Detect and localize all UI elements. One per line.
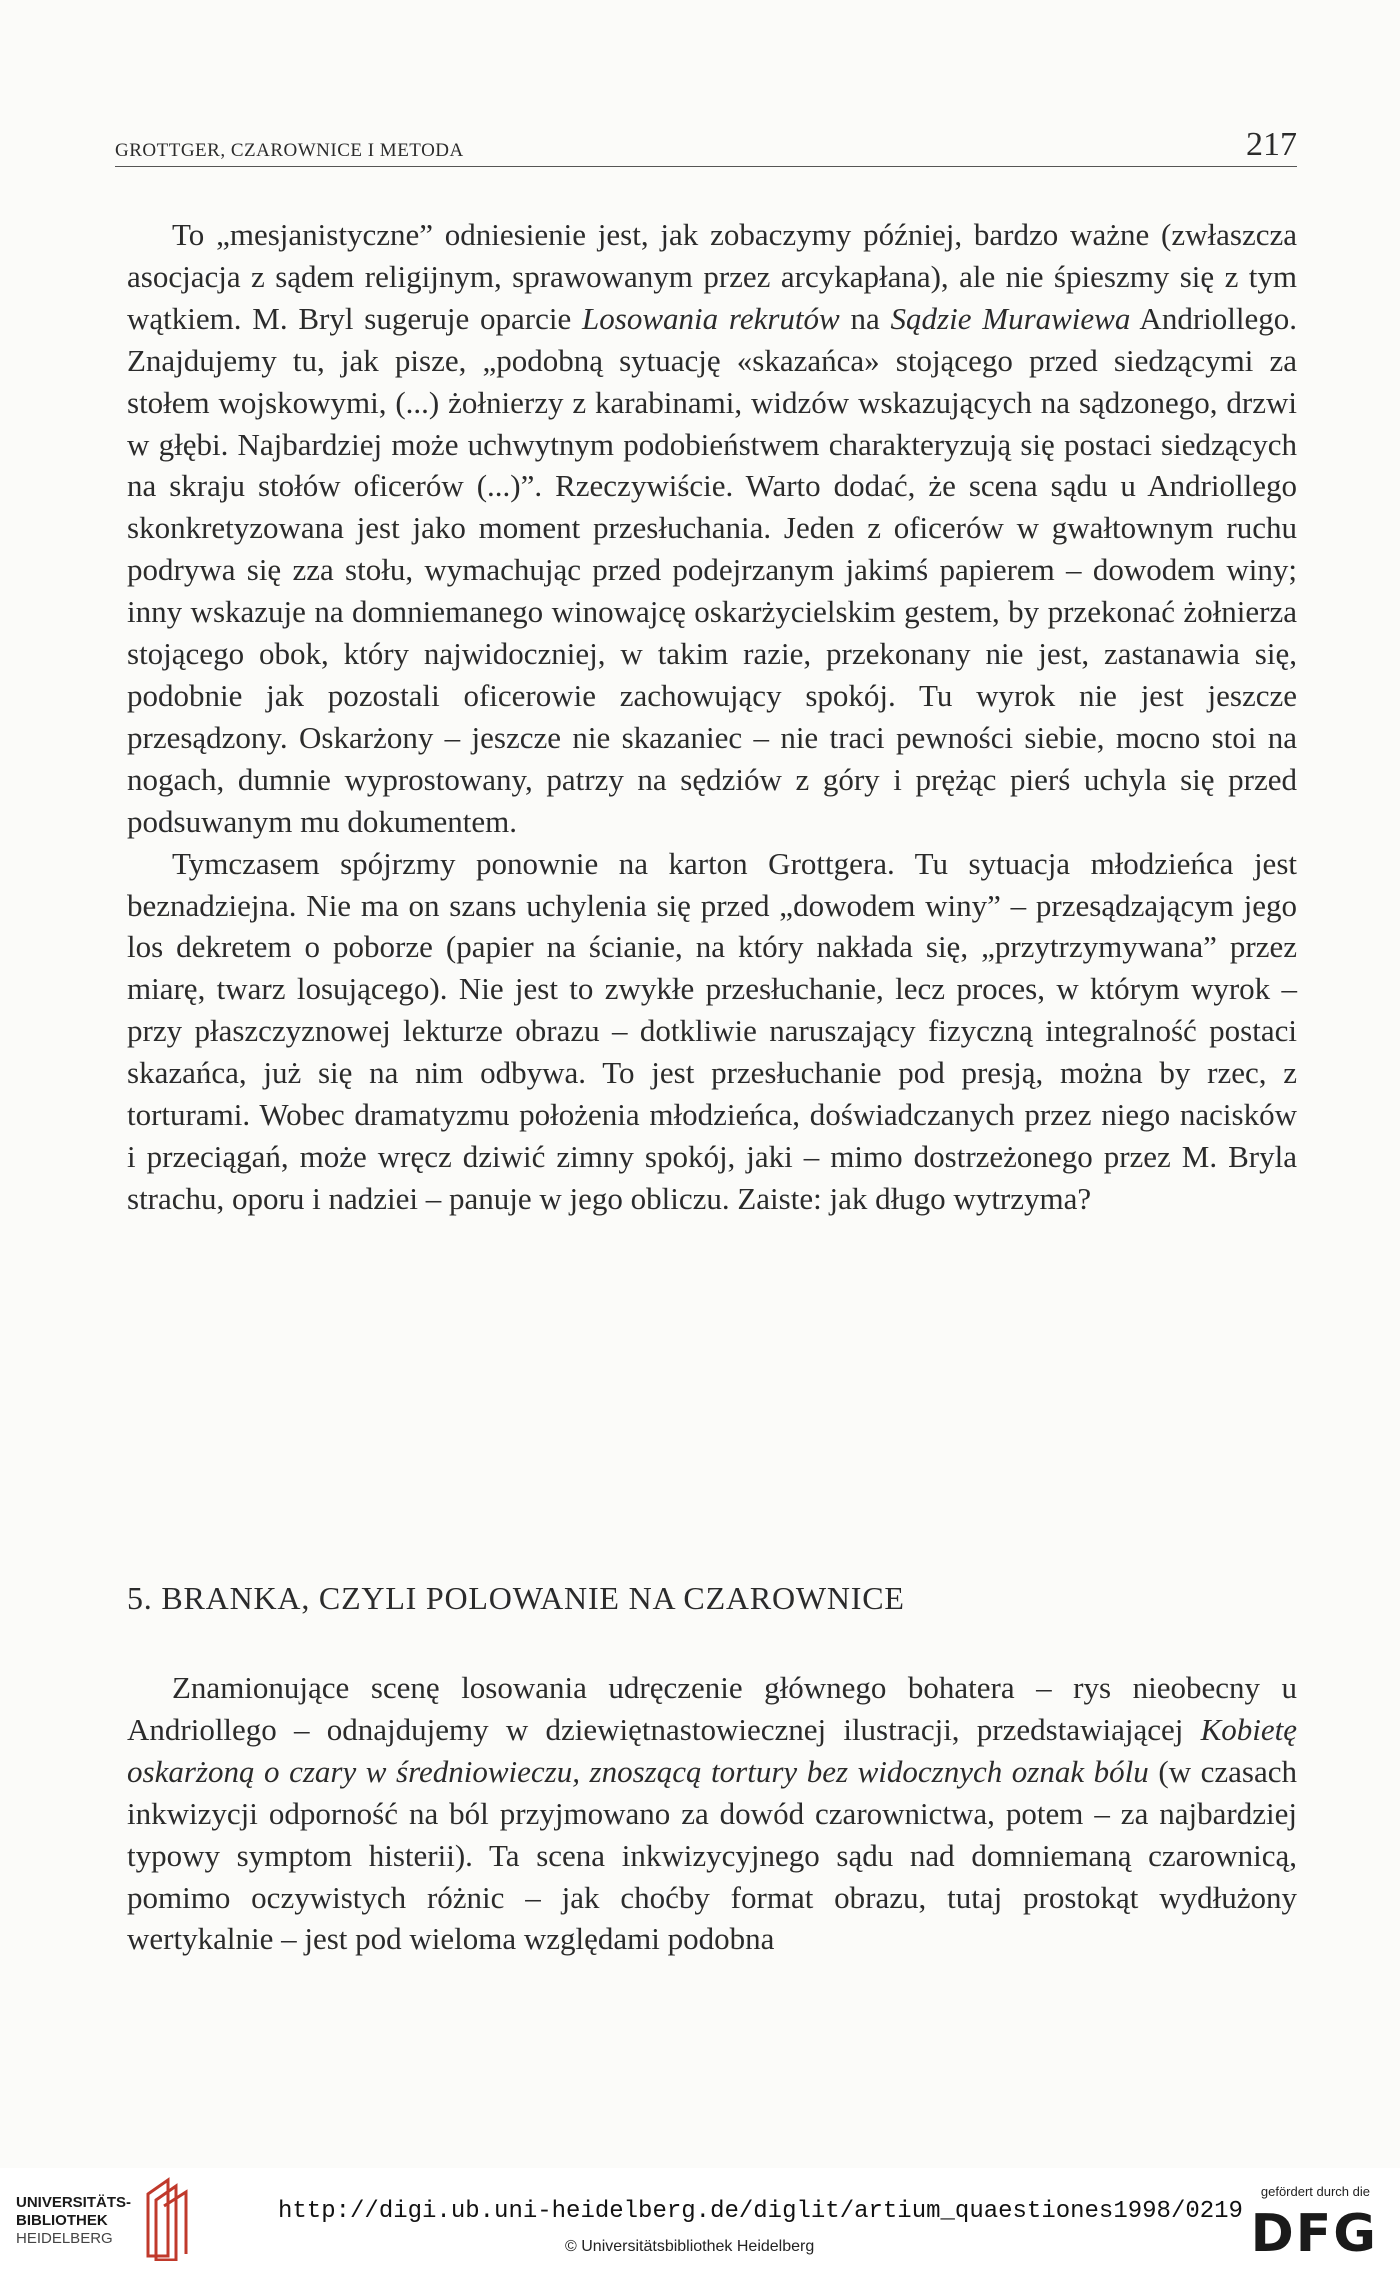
library-logo [16,2194,131,2248]
running-title: GROTTGER, CZAROWNICE I METODA [115,140,464,161]
funding-note: gefördert durch die [1260,2184,1370,2199]
paragraph-2-text: Tymczasem spójrzmy ponownie na karton Grottgera. Tu sytuacja młodzieńca jest beznadziejna. Nie ma on szans uchylenia się przed „dowodem winy” – przesądzającym jego los dekretem o poborze (papier na ścianie, na który nakłada się, „przytrzymywana” przez miarę, twarz losującego). Nie jest to zwykłe przesłuchanie, lecz proces, w którym wyrok – przy płaszczyznowej lekturze obrazu – dotkliwie naruszający fizyczną integralność postaci skazańca, już się na nim odbywa. To jest przesłuchanie pod presją, można by rzec, z torturami. Wobec dramatyzmu położenia młodzieńca, doświadczanych przez niego nacisków i przeciągań, może wręcz dziwić zimny spokój, jaki – mimo dostrzeżonego przez M. Bryla strachu, oporu i nadziei – panuje w jego obliczu. Zaiste: jak długo wytrzyma? [127,845,1297,1216]
dfg-logo: DFG [1250,2204,1378,2264]
paragraph-2 [127,843,1297,1220]
work-title-sad: Sądzie Murawiewa [890,300,1131,336]
ub-heidelberg-mark-icon [142,2176,192,2261]
section-paragraph [127,1667,1297,1960]
section-heading: 5. BRANKA, CZYLI POLOWANIE NA CZAROWNICE [127,1580,905,1616]
source-url-link[interactable]: http://digi.ub.uni-heidelberg.de/diglit/artium_quaestiones1998/0219 [278,2198,1243,2225]
copyright-notice: © Universitätsbibliothek Heidelberg [565,2238,815,2255]
library-name-line2: BIBLIOTHEK [16,2212,108,2229]
section-text-a: Znamionujące scenę losowania udręczenie głównego bohatera – rys nieobecny u Andriollego – odnajdujemy w dziewiętnastowiecznej ilustracji, przedstawiającej [127,1670,1297,1747]
library-name-line3: HEIDELBERG [16,2230,113,2247]
library-name-line1: UNIVERSITÄTS- [16,2194,132,2211]
running-header [115,120,1297,167]
paragraph-1-text-a: To „mesjanistyczne” odniesienie jest, jak zobaczymy później, bardzo ważne (zwłaszcza asocjacja z sądem religijnym, sprawowanym przez arcykapłana), ale nie śpieszmy się z tym wątkiem. M. Bryl sugeruje oparcie [127,217,1297,336]
work-title-losowania: Losowania rekrutów [582,300,840,336]
section-text-b: (w czasach inkwizycji odporność na ból przyjmowano za dowód czarownictwa, potem – za najbardziej typowy symptom histerii). Ta scena inkwizycyjnego sądu nad domniemaną czarownicą, pomimo oczywistych różnic – jak choćby format obrazu, tutaj prostokąt wydłużony wertykalnie – jest pod wieloma względami podobna [127,1753,1298,1957]
work-title-kobieta: Kobietę oskarżoną o czary w średniowieczu, znoszącą tortury bez widocznych oznak bólu [127,1711,1297,1789]
paragraph-1-text-b: na [839,300,891,336]
body-text [127,214,1297,1220]
section-text [127,1667,1297,1960]
digitization-footer [0,2168,1400,2270]
paragraph-1-text-c: Andriollego. Znajdujemy tu, jak pisze, „podobną sytuację «skazańca» stojącego przed siedzącymi za stołem wojskowymi, (...) żołnierzy z karabinami, widzów wskazujących na sądzonego, drzwi w głębi. Najbardziej może uchwytnym podobieństwem charakteryzują się postaci siedzących na skraju stołów oficerów (...)”. Rzeczywiście. Warto dodać, że scena sądu u Andriollego skonkretyzowana jest jako moment przesłuchania. Jeden z oficerów w gwałtownym ruchu podrywa się zza stołu, wymachując przed podejrzanym jakimś papierem – dowodem winy; inny wskazuje na domniemanego winowajcę oskarżycielskim gestem, by przekonać żołnierza stojącego obok, który najwidoczniej, w takim razie, przekonany nie jest, zastanawia się, podobnie jak pozostali oficerowie zachowujący spokój. Tu wyrok nie jest jeszcze przesądzony. Oskarżony – jeszcze nie skazaniec – nie traci pewności siebie, mocno stoi na nogach, dumnie wyprostowany, patrzy na sędziów z góry i prężąc pierś uchyla się przed podsuwanym mu dokumentem. [127,300,1297,839]
page-number: 217 [1246,126,1297,163]
paragraph-1 [127,214,1297,843]
